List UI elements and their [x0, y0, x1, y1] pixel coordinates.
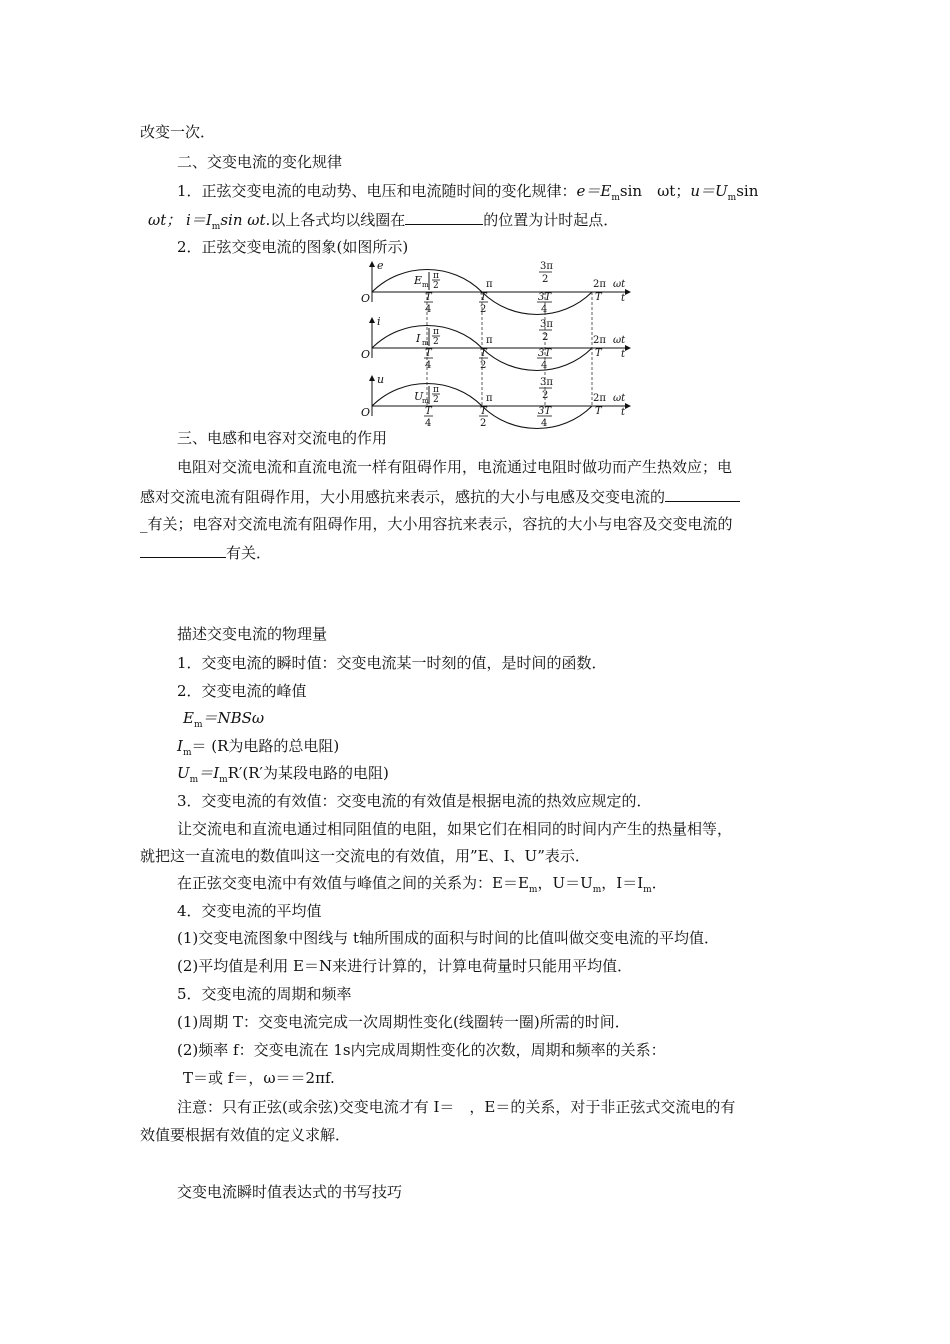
text-line: [140, 486, 740, 507]
text-line: 注意：只有正弦(或余弦)交变电流才有 I＝ ，E＝的关系，对于非正弦式交流电的有: [177, 1098, 736, 1116]
subscript: m: [528, 885, 538, 895]
text-line: (2)频率 f：交变电流在 1s内完成周期性变化的次数，周期和频率的关系：: [177, 1041, 666, 1059]
subscript: m: [422, 397, 429, 405]
text-span: 1．正弦交变电流的电动势、电压和电流随时间的变化规律：: [177, 182, 577, 200]
quarter-num: T: [425, 348, 432, 359]
formula-i: i＝I: [186, 211, 212, 229]
section-heading: 交变电流瞬时值表达式的书写技巧: [177, 1183, 403, 1201]
sine-wave-graphs: [352, 256, 648, 432]
pi-label: π: [486, 279, 493, 290]
three-quarter-num: 3T: [538, 292, 552, 303]
text-span: ，I＝I: [601, 874, 644, 892]
origin-label: O: [361, 406, 371, 419]
quarter-num: T: [425, 292, 432, 303]
quarter-den: 4: [425, 304, 432, 315]
pi-half-num: π: [433, 327, 439, 337]
text-span: 在正弦交变电流中有效值与峰值之间的关系为：E＝E: [177, 874, 529, 892]
subscript: m: [211, 222, 221, 232]
quarter-den: 4: [425, 360, 432, 371]
text-line: [177, 873, 667, 900]
formula-line: [177, 763, 389, 790]
pi-half-den: 2: [433, 395, 439, 405]
three-pi-den: 2: [542, 274, 549, 285]
text-line: _有关；电容对交流电流有阻碍作用，大小用容抗来表示，容抗的大小与电容及交变电流的: [140, 515, 733, 533]
half-den: 2: [480, 304, 487, 315]
half-num: T: [480, 348, 487, 359]
peak-label-i: I: [416, 332, 421, 345]
subscript: m: [219, 775, 228, 785]
section-heading: 三、电感和电容对交流电的作用: [177, 429, 388, 447]
formula-part: R′(R′为某段电路的电阻): [227, 764, 389, 782]
half-num: T: [480, 292, 487, 303]
text-line: (1)周期 T：交变电流完成一次周期性变化(线圈转一圈)所需的时间．: [177, 1013, 630, 1031]
formula-part: ＝NBSω: [202, 709, 265, 727]
formula-e: e＝E: [576, 182, 612, 200]
pi-half-den: 2: [433, 337, 439, 347]
three-pi-num: 3π: [540, 377, 553, 388]
formula-part: ωt；: [148, 211, 182, 229]
section-heading: 二、交变电流的变化规律: [177, 153, 343, 171]
two-pi-label: 2π: [593, 279, 606, 290]
three-quarter-den: 4: [541, 418, 548, 429]
subscript: m: [193, 720, 203, 730]
three-quarter-num: 3T: [538, 406, 552, 417]
text-span: ，U＝U: [537, 874, 593, 892]
text-line: 4．交变电流的平均值: [177, 902, 322, 920]
pi-half-den: 2: [433, 281, 439, 291]
graph-e: [361, 259, 630, 315]
text-line: 改变一次．: [140, 123, 216, 141]
formula-u: u＝U: [690, 182, 728, 200]
text-span: 感对交流电流有阻碍作用，大小用感抗来表示，感抗的大小与电感及交变电流的: [140, 488, 666, 506]
formula-part: E: [183, 709, 194, 727]
text-line: 2．交变电流的峰值: [177, 682, 307, 700]
sine-wave-figure: [352, 256, 648, 432]
subscript: m: [611, 193, 620, 203]
three-pi-den: 2: [542, 390, 549, 401]
full-period: T: [595, 348, 602, 359]
fill-blank[interactable]: [665, 486, 740, 502]
three-quarter-den: 4: [541, 360, 548, 371]
text-line: 1．交变电流的瞬时值：交变电流某一时刻的值，是时间的函数．: [177, 654, 607, 672]
subscript: m: [422, 339, 429, 347]
subscript: m: [422, 281, 429, 289]
half-den: 2: [480, 360, 487, 371]
formula-part: I: [177, 737, 183, 755]
quarter-num: T: [425, 406, 432, 417]
subscript: m: [189, 775, 199, 785]
peak-label-u: U: [414, 390, 424, 403]
text-line: 2．正弦交变电流的图象(如图所示): [177, 238, 409, 256]
subscript: m: [592, 885, 602, 895]
fill-blank[interactable]: [405, 209, 483, 225]
formula-part: sin ωt；: [619, 182, 691, 200]
origin-label: O: [361, 292, 371, 305]
quarter-den: 4: [425, 418, 432, 429]
formula-line: [177, 736, 339, 763]
formula-line: T＝或 f＝，ω＝＝2πf.: [183, 1069, 335, 1087]
formula-part: sin: [736, 182, 759, 200]
formula-part: ＝I: [198, 764, 220, 782]
subscript: m: [727, 193, 737, 203]
omega-t-label: ωt: [613, 393, 626, 404]
text-line: 让交流电和直流电通过相同阻值的电阻，如果它们在相同的时间内产生的热量相等，: [177, 820, 733, 838]
omega-t-label: ωt: [613, 335, 626, 346]
fill-blank[interactable]: [140, 542, 226, 558]
section-heading: 描述交变电流的物理量: [177, 625, 328, 643]
omega-t-label: ωt: [613, 279, 626, 290]
text-span: 的位置为计时起点．: [483, 211, 619, 229]
three-pi-num: 3π: [540, 261, 553, 272]
text-line: 3．交变电流的有效值：交变电流的有效值是根据电流的热效应规定的．: [177, 792, 652, 810]
axis-label-i: i: [377, 315, 381, 328]
three-pi-num: 3π: [540, 319, 553, 330]
text-line: (1)交变电流图象中图线与 t轴所围成的面积与时间的比值叫做交变电流的平均值．: [177, 929, 720, 947]
three-quarter-den: 4: [541, 304, 548, 315]
text-line: 5．交变电流的周期和频率: [177, 985, 352, 1003]
text-line: 效值要根据有效值的定义求解．: [140, 1126, 351, 1144]
formula-part: U: [177, 764, 190, 782]
text-line: 电阻对交流电流和直流电流一样有阻碍作用，电流通过电阻时做功而产生热效应；电: [177, 458, 733, 476]
subscript: m: [643, 885, 652, 895]
formula-part: sin ωt: [220, 211, 266, 229]
origin-label: O: [361, 348, 371, 361]
text-line: [148, 209, 618, 237]
text-line: [140, 542, 271, 563]
formula-part: ＝ (R为电路的总电阻): [191, 737, 340, 755]
axis-label-e: e: [377, 259, 384, 272]
two-pi-label: 2π: [593, 393, 606, 404]
text-span: 有关．: [226, 544, 272, 562]
full-period: T: [595, 292, 602, 303]
t-label: t: [621, 407, 626, 418]
three-pi-den: 2: [542, 332, 549, 343]
t-label: t: [621, 293, 626, 304]
peak-label-e: E: [414, 274, 423, 287]
text-line: 就把这一直流电的数值叫这一交流电的有效值，用”E、I、U”表示．: [140, 847, 590, 865]
pi-label: π: [486, 335, 493, 346]
t-label: t: [621, 349, 626, 360]
graph-i: [361, 315, 630, 371]
subscript: m: [182, 748, 192, 758]
text-span: .以上各式均以线圈在: [265, 211, 406, 229]
three-quarter-num: 3T: [538, 348, 552, 359]
two-pi-label: 2π: [593, 335, 606, 346]
pi-half-num: π: [433, 271, 439, 281]
graph-u: [361, 373, 630, 429]
formula-line: [183, 708, 264, 735]
half-den: 2: [480, 418, 487, 429]
pi-half-num: π: [433, 385, 439, 395]
full-period: T: [595, 406, 602, 417]
pi-label: π: [486, 393, 493, 404]
half-num: T: [480, 406, 487, 417]
text-span: ．: [651, 874, 667, 892]
text-line: [177, 181, 758, 208]
text-line: (2)平均值是利用 E＝N来进行计算的，计算电荷量时只能用平均值．: [177, 957, 633, 975]
axis-label-u: u: [377, 373, 385, 386]
